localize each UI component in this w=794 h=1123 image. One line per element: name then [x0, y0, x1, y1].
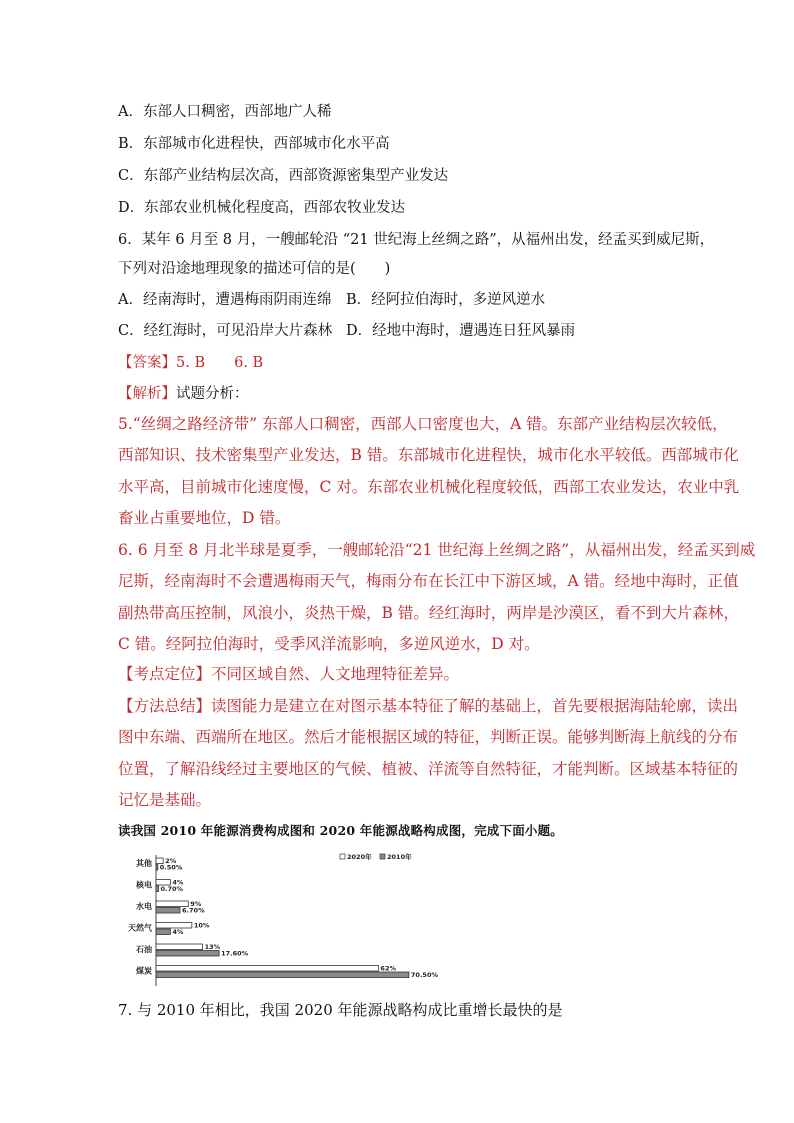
- kaodian-line: [118, 664, 459, 684]
- chart-intro: 读我国 2010 年能源消费构成图和 2020 年能源战略构成图，完成下面小题。: [118, 823, 563, 838]
- data-label: 0.70%: [160, 885, 184, 893]
- legend-label: 2020年: [347, 853, 372, 861]
- analysis-tag: 【解析】: [118, 386, 176, 402]
- q6-option-c: C．经红海时，可见沿岸大片森林: [118, 323, 333, 339]
- legend-swatch: [340, 854, 345, 859]
- category-label: 其他: [136, 859, 152, 868]
- category-label: 煤炭: [136, 966, 152, 976]
- q7-stem: 7. 与 2010 年相比，我国 2020 年能源战略构成比重增长最快的是: [118, 1001, 563, 1019]
- analysis-5-line4: 畜业占重要地位，D 错。: [118, 509, 291, 527]
- q6-stem-line2: 下列对沿途地理现象的描述可信的是( ): [118, 261, 391, 277]
- data-label: 6.70%: [182, 906, 205, 915]
- q5-option-c: C．东部产业结构层次高，西部资源密集型产业发达: [118, 168, 449, 184]
- bar-2020: [156, 944, 203, 950]
- fangfa-line4: 记忆是基础。: [118, 791, 212, 809]
- data-label: 17.60%: [221, 949, 249, 958]
- data-label: 9%: [190, 900, 202, 908]
- answer-line: [118, 353, 263, 373]
- analysis-6-line1: 6. 6 月至 8 月北半球是夏季，一艘邮轮沿“21 世纪海上丝绸之路”，从福州出发，经孟买到威: [118, 541, 756, 559]
- q6-option-d: D．经地中海时，遭遇连日狂风暴雨: [346, 323, 576, 339]
- analysis-6-line3: 副热带高压控制，风浪小，炎热干燥，B 错。经红海时，两岸是沙漠区，看不到大片森林，: [118, 604, 739, 622]
- fangfa-line3: 位置，了解沿线经过主要地区的气候、植被、洋流等自然特征，才能判断。区域基本特征的: [118, 760, 739, 778]
- q6-stem-line1: 6．某年 6 月至 8 月，一艘邮轮沿 “21 世纪海上丝绸之路”，从福州出发，经孟买到威尼斯，: [118, 232, 715, 248]
- q5-option-a: A．东部人口稠密，西部地广人稀: [118, 104, 332, 120]
- chart-axis: [128, 855, 156, 986]
- analysis-text: 试题分析：: [176, 386, 249, 402]
- fangfa-line1: [118, 696, 738, 716]
- analysis-5-line1: 5.“丝绸之路经济带” 东部人口稠密，西部人口密度也大，A 错。东部产业结构层次较低，: [118, 415, 728, 433]
- data-label: 10%: [193, 921, 210, 930]
- kaodian-text: 不同区域自然、人文地理特征差异。: [211, 665, 460, 683]
- q6-option-b: B．经阿拉伯海时，多逆风逆水: [346, 292, 546, 308]
- category-label: 天然气: [128, 923, 152, 933]
- analysis-6-line2: 尼斯，经南海时不会遭遇梅雨天气，梅雨分布在长江中下游区域，A 错。经地中海时，正值: [118, 572, 739, 590]
- bar-2010: [156, 951, 219, 957]
- q6-option-a: A．经南海时，遭遇梅雨阴雨连绵: [118, 292, 332, 308]
- fangfa-line2: 图中东端、西端所在地区。然后才能根据区域的特征，判断正误。能够判断海上航线的分布: [118, 728, 739, 746]
- category-label: 石油: [136, 945, 152, 954]
- data-label: 62%: [380, 964, 396, 973]
- data-label: 4%: [172, 878, 184, 887]
- bar-2010: [156, 865, 158, 871]
- analysis-6-line4: C 错。经阿拉伯海时，受季风洋流影响，多逆风逆水，D 对。: [118, 635, 540, 653]
- energy-bar-chart: [118, 852, 448, 987]
- bar-2010: [156, 908, 180, 914]
- bar-2010: [156, 972, 409, 978]
- analysis-5-line2: 西部知识、技术密集型产业发达，B 错。东部城市化进程快，城市化水平较低。西部城市化: [118, 446, 739, 464]
- bar-2020: [156, 966, 378, 972]
- legend-swatch: [380, 854, 385, 859]
- answer-value: 5. B 6. B: [176, 355, 264, 371]
- analysis-5-line3: 水平高，目前城市化速度慢，C 对。东部农业机械化程度较低，西部工农业发达，农业中乳: [118, 478, 740, 496]
- data-label: 0.50%: [159, 863, 183, 872]
- category-label: 水电: [136, 902, 152, 911]
- data-label: 2%: [165, 857, 177, 865]
- fangfa-tag: 【方法总结】: [118, 697, 212, 715]
- chart-legend: [340, 852, 412, 861]
- fangfa-text-1: 读图能力是建立在对图示基本特征了解的基础上，首先要根据海陆轮廓，读出: [211, 697, 739, 715]
- answer-tag: 【答案】: [118, 355, 176, 371]
- data-label: 70.50%: [410, 971, 438, 979]
- category-label: 核电: [136, 880, 152, 890]
- bar-2010: [156, 886, 159, 892]
- chart-bars: [156, 857, 438, 979]
- q5-option-d: D．东部农业机械化程度高，西部农牧业发达: [118, 200, 406, 216]
- data-label: 13%: [204, 943, 221, 951]
- q5-option-b: B．东部城市化进程快，西部城市化水平高: [118, 136, 390, 152]
- bar-2010: [156, 929, 170, 935]
- legend-label: 2010年: [387, 853, 412, 861]
- data-label: 4%: [172, 928, 184, 936]
- kaodian-tag: 【考点定位】: [118, 665, 212, 683]
- analysis-header: [118, 384, 249, 404]
